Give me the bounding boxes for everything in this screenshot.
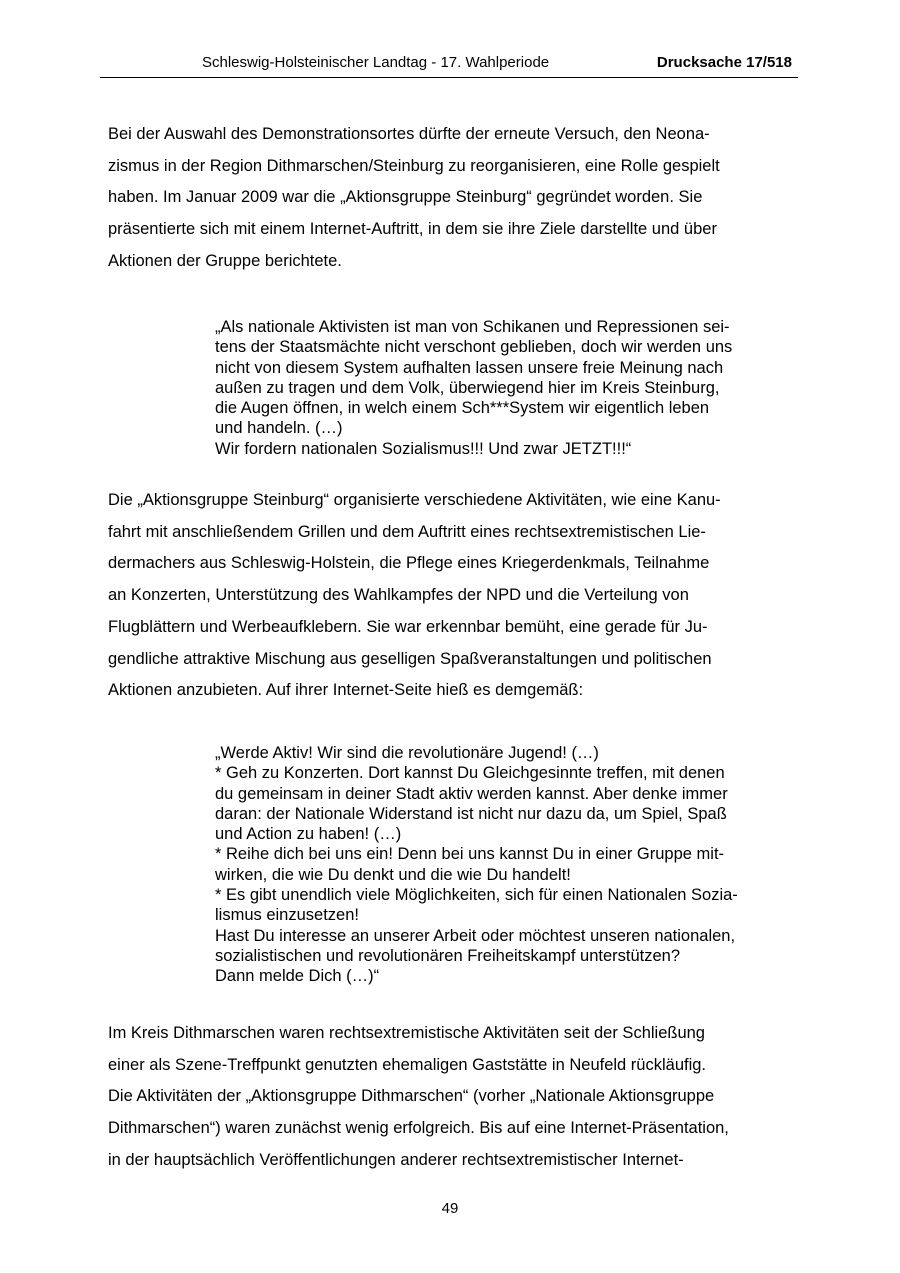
quote-line: wirken, die wie Du denkt und die wie Du handelt! bbox=[215, 865, 571, 884]
quote-line: du gemeinsam in deiner Stadt aktiv werden kannst. Aber denke immer bbox=[215, 784, 728, 803]
quote-line: und handeln. (…) bbox=[215, 419, 343, 438]
text-line: Im Kreis Dithmarschen waren rechtsextremistische Aktivitäten seit der Schließung bbox=[108, 1024, 705, 1042]
quote-line: Dann melde Dich (…)“ bbox=[215, 967, 380, 986]
text-line: Dithmarschen“) waren zunächst wenig erfolgreich. Bis auf eine Internet-Präsentation, bbox=[108, 1119, 729, 1138]
text-line: fahrt mit anschließendem Grillen und dem Auftritt eines rechtsextremistischen Lie- bbox=[108, 522, 706, 541]
quote-line: „Werde Aktiv! Wir sind die revolutionäre Jugend! (…) bbox=[215, 744, 599, 762]
quote-line: daran: der Nationale Widerstand ist nicht nur dazu da, um Spiel, Spaß bbox=[215, 804, 727, 823]
quote-line: * Es gibt unendlich viele Möglichkeiten, sich für einen Nationalen Sozia- bbox=[215, 886, 738, 905]
text-line: dermachers aus Schleswig-Holstein, die Pflege eines Kriegerdenkmals, Teilnahme bbox=[108, 554, 710, 573]
quote-line: und Action zu haben! (…) bbox=[215, 825, 402, 844]
paragraph-3 bbox=[108, 1018, 798, 1177]
text-line: Aktionen der Gruppe berichtete. bbox=[108, 251, 342, 270]
text-line: Bei der Auswahl des Demonstrationsortes dürfte der erneute Versuch, den Neona- bbox=[108, 125, 710, 143]
quote-1 bbox=[215, 317, 805, 459]
text-line: in der hauptsächlich Veröffentlichungen anderer rechtsextremistischer Internet- bbox=[108, 1150, 684, 1169]
quote-2 bbox=[215, 743, 805, 987]
document-number: Drucksache 17/518 bbox=[656, 54, 792, 71]
text-line: an Konzerten, Unterstützung des Wahlkampfes der NPD und die Verteilung von bbox=[108, 586, 689, 605]
text-line: Aktionen anzubieten. Auf ihrer Internet-Seite hieß es demgemäß: bbox=[108, 681, 584, 700]
quote-line: tens der Staatsmächte nicht verschont geblieben, doch wir werden uns bbox=[215, 338, 733, 357]
text-line: präsentierte sich mit einem Internet-Auftritt, in dem sie ihre Ziele darstellte und über bbox=[108, 220, 717, 239]
paragraph-1 bbox=[108, 119, 798, 278]
text-line: einer als Szene-Treffpunkt genutzten ehemaligen Gaststätte in Neufeld rückläufig. bbox=[108, 1055, 707, 1074]
quote-line: * Geh zu Konzerten. Dort kannst Du Gleichgesinnte treffen, mit denen bbox=[215, 764, 725, 783]
quote-line: lismus einzusetzen! bbox=[215, 906, 359, 925]
text-line: Die Aktivitäten der „Aktionsgruppe Dithmarschen“ (vorher „Nationale Aktionsgruppe bbox=[108, 1087, 715, 1106]
quote-line: die Augen öffnen, in welch einem Sch***System wir eigentlich leben bbox=[215, 399, 710, 418]
quote-line: * Reihe dich bei uns ein! Denn bei uns kannst Du in einer Gruppe mit- bbox=[215, 845, 725, 864]
text-line: Flugblättern und Werbeaufklebern. Sie war erkennbar bemüht, eine gerade für Ju- bbox=[108, 617, 708, 636]
quote-line: nicht von diesem System aufhalten lassen unsere freie Meinung nach bbox=[215, 358, 724, 377]
quote-line: Wir fordern nationalen Sozialismus!!! Und zwar JETZT!!!“ bbox=[215, 439, 632, 458]
text-line: zismus in der Region Dithmarschen/Steinburg zu reorganisieren, eine Rolle gespielt bbox=[108, 156, 720, 175]
page-header bbox=[100, 50, 798, 78]
header-title: Schleswig-Holsteinischer Landtag - 17. Wahlperiode bbox=[202, 54, 550, 71]
page-number: 49 bbox=[441, 1200, 459, 1217]
text-line: Die „Aktionsgruppe Steinburg“ organisierte verschiedene Aktivitäten, wie eine Kanu- bbox=[108, 491, 721, 509]
paragraph-2 bbox=[108, 485, 798, 707]
quote-line: Hast Du interesse an unserer Arbeit oder möchtest unseren nationalen, bbox=[215, 926, 736, 945]
quote-line: „Als nationale Aktivisten ist man von Schikanen und Repressionen sei- bbox=[215, 318, 730, 336]
quote-line: außen zu tragen und dem Volk, überwiegend hier im Kreis Steinburg, bbox=[215, 378, 720, 397]
quote-line: sozialistischen und revolutionären Freiheitskampf unterstützen? bbox=[215, 946, 680, 965]
text-line: haben. Im Januar 2009 war die „Aktionsgruppe Steinburg“ gegründet worden. Sie bbox=[108, 188, 703, 207]
text-line: gendliche attraktive Mischung aus geselligen Spaßveranstaltungen und politischen bbox=[108, 649, 712, 668]
